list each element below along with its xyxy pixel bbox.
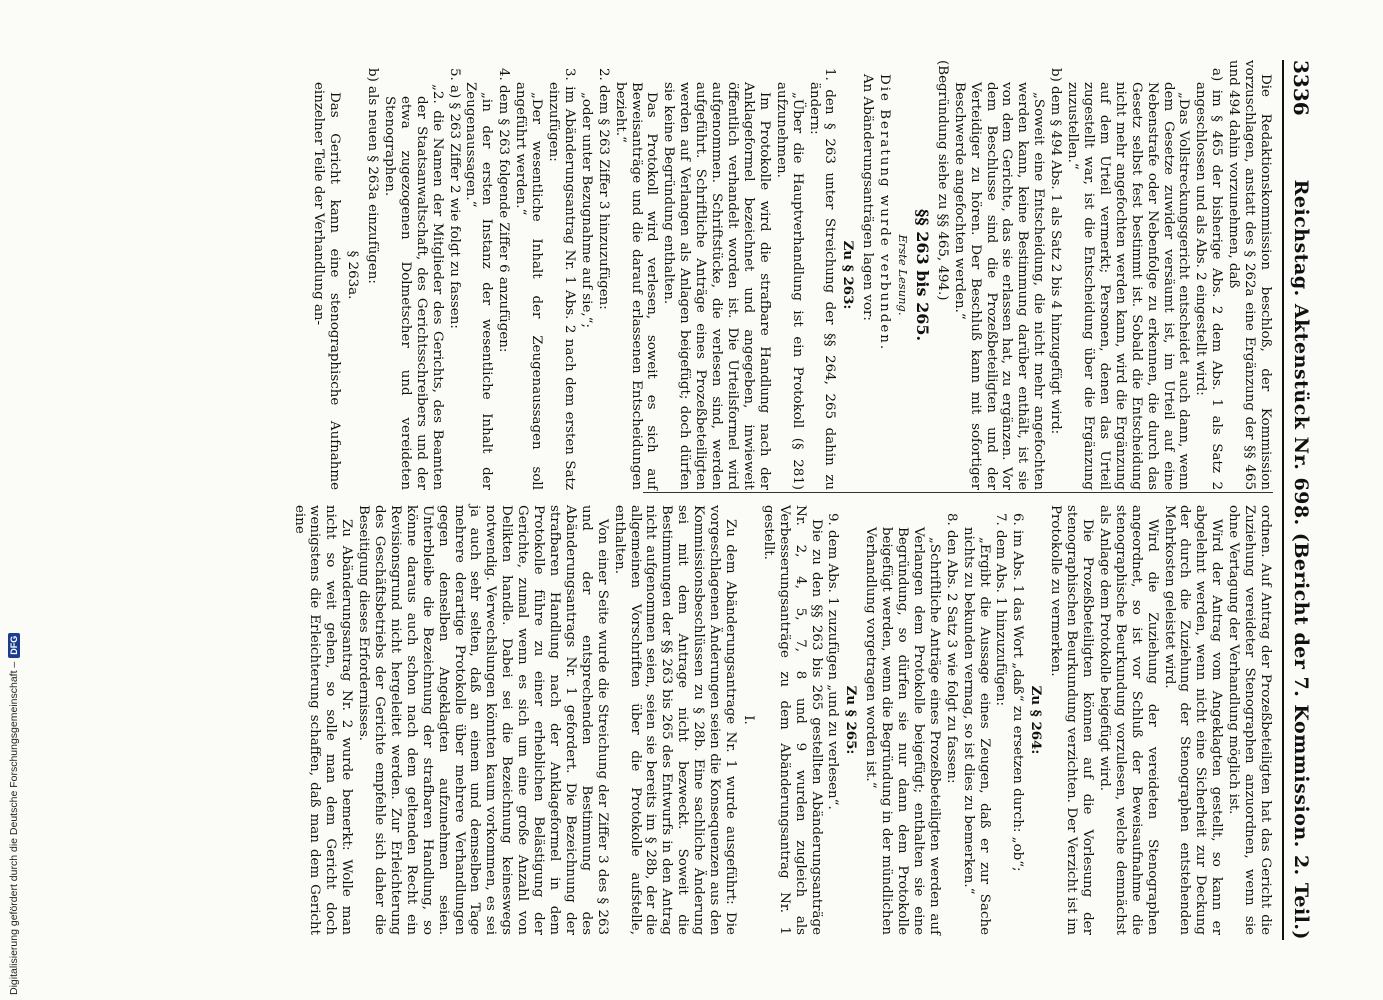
section-heading: I. [740, 715, 756, 725]
paragraph: Die Beratung wurde verbunden. [877, 74, 893, 352]
paragraph: „Das Vollstreckungsgericht entscheidet auch dann, wenn dem Gesetze zuwider versäumt ist, im Urteil auf eine Nebenstrafe oder Nebenfolge zu erkennen, die durch das Gesetz selbst fest bestimmt ist. Sobald die Entscheidung nicht mehr angefochten werden kann, wird die Ergänzung auf dem Urteil vermerkt; Personen, denen das Urteil zugestellt war, ist die Entscheidung über die Ergänzung zuzustellen.“ [1065, 82, 1192, 490]
dfg-logo: DFG [8, 633, 20, 658]
paragraph: 8. den Abs. 2 Satz 3 wie folgt zu fassen: [943, 513, 959, 784]
paragraph: Das Gericht kann eine stenographische Aufnahme einzelner Teile der Verhandlung an- [311, 82, 343, 490]
paragraph: „Ergibt die Aussage eines Zeugen, daß er zur Sache nichts zu bekunden vermag, so ist dies zu bemerken.“ [960, 527, 992, 935]
paragraph: Zu dem Abänderungsantrage Nr. 1 wurde ausgeführt: Die vorgeschlagenen Änderungen seien die Konsequenzen aus den Kommissionsbeschlüssen zu § 28b. Eine sachliche Änderung sei mit dem Antrage nicht bezweckt. Soweit die Bestimmungen der §§ 263 bis 265 des Entwurfs in den Antrag nicht aufgenommen seien, seien sie bereits im § 28b, der die allgemeinen Vorschriften über die Protokolle aufstelle, enthalten. [611, 505, 738, 935]
credit-text: Digitalisierung gefördert durch die Deutsche Forschungsgemeinschaft – [8, 661, 20, 995]
section-heading: Zu § 263: [840, 240, 857, 310]
paragraph: 4. dem § 263 folgende Ziffer 6 anzufügen: [496, 68, 512, 353]
paragraph: „in der ersten Instanz der wesentliche Inhalt der Zeugenaussagen.“ [463, 82, 495, 490]
right-column [290, 505, 1273, 935]
paragraph: 2. dem § 263 Ziffer 3 hinzuzufügen: [595, 68, 611, 310]
paragraph: Zu Abänderungsantrag Nr. 2 wurde bemerkt: Wolle man nicht so weit gehen, so solle man dem Gericht doch wenigstens die Erleichterung schaffen, daß man dem Gericht eine [291, 505, 355, 935]
paragraph: Die Prozeßbeteiligten können auf die Vorlesung der stenographischen Beurkundung verzichten. Der Verzicht ist im Protokolle zu vermerken. [1048, 505, 1096, 935]
paragraph: Im Protokolle wird die strafbare Handlung nach der Anklageformel bezeichnet und angegeben, inwieweit öffentlich verhandelt worden ist. Die Urteilsformel wird aufgenommen. Schriftstücke, die verlesen sind, werden aufgeführt. Schriftliche Anträge eines Prozeßbeteiligten werden auf Verlangen als Anlagen beigefügt; doch dürfen sie keine Begründung enthalten. [661, 82, 772, 490]
paragraph: „2. die Namen der Mitglieder des Gerichts, des Beamten der Staatsanwaltschaft, des Gerichtsschreibers und der etwa zugezogenen Dolmetscher und vereideten Stenographen. [381, 84, 445, 490]
section-heading: § 263a. [345, 250, 361, 300]
paragraph: b) als neuen § 263a einzufügen: [365, 68, 381, 284]
paragraph: b) dem § 494 Abs. 1 als Satz 2 bis 4 hinzugefügt wird: [1048, 68, 1064, 435]
paragraph: Das Protokoll wird verlesen, soweit es sich auf Beweisanträge und die darauf erlassenen Entscheidungen bezieht.“ [612, 82, 660, 490]
paragraph: 3. im Abänderungsantrag Nr. 1 Abs. 2 nach dem ersten Satz einzufügen: [546, 68, 577, 490]
paragraph: „oder unter Bezugnahme auf sie,“; [578, 92, 594, 329]
paragraph: Wird der Antrag vom Angeklagten gestellt, so kann er abgelehnt werden, wenn nicht eine Sicherheit zur Deckung der durch die Zuziehung der Stenographen entstehenden Mehrkosten geleistet wird. [1161, 505, 1225, 935]
paragraph: (Begründung siehe zu §§ 465, 494.) [934, 60, 950, 301]
paragraph: 5. a) § 263 Ziffer 2 wie folgt zu fassen: [446, 68, 462, 329]
paragraph: Wird die Zuziehung der vereideten Stenographen angeordnet, so ist vor Schluß der Beweisaufnahme die stenographische Beurkundung vorzulesen, welche demnächst als Anlage dem Protokolle beigefügt wird. [1096, 505, 1160, 935]
digitization-credit [6, 605, 22, 995]
paragraph: „Der wesentliche Inhalt der Zeugenaussagen soll angeführt werden.“ [513, 82, 545, 490]
running-title: Reichstag. Aktenstück Nr. 698. (Bericht der 7. Kommission. 2. Teil.) [1290, 179, 1312, 940]
section-heading: Zu § 264: [1028, 685, 1045, 755]
paragraph: Von einer Seite wurde die Streichung der Ziffer 3 des § 263 und der entsprechenden Bestimmung des Abänderungsantrags Nr. 1 gefordert. Die Bezeichnung der strafbaren Handlung nach der Anklageformel in dem Protokolle führe zu einer erheblichen Belästigung der Gerichte, zumal wenn es sich um eine große Anzahl von Delikten handle. Dabei sei die Bezeichnung keineswegs notwendig. Verwechslungen könnten kaum vorkommen, es sei ja auch sehr selten, daß an einem und demselben Tage mehrere derartige Protokolle über mehrere Verhandlungen gegen denselben Angeklagten aufzunehmen seien. Unterbleibe die Bezeichnung der strafbaren Handlung, so könne daraus auch schon nach dem geltenden Recht ein Revisionsgrund nicht hergeleitet werden. Zur Erleichterung des Geschäftsbetriebs der Gerichte empfehle sich daher die Beseitigung dieses Erfordernisses. [356, 505, 610, 935]
paragraph: 9. dem Abs. 1 zuzufügen „und zu verlesen“. [825, 513, 841, 810]
section-heading: Erste Lesung. [896, 234, 911, 316]
section-heading: §§ 263 bis 265. [912, 208, 932, 342]
paragraph: „Über die Hauptverhandlung ist ein Protokoll (§ 281) aufzunehmen. [773, 82, 805, 490]
left-column [309, 60, 1273, 490]
paragraph: Die Redaktionskommission beschloß, der Kommission vorzuschlagen, anstatt des § 262a eine Ergänzung der §§ 465 und 494 dahin vorzunehmen, daß [1226, 60, 1273, 490]
paragraph: „Soweit eine Entscheidung, die nicht mehr angefochten werden kann, keine Bestimmung darüber enthält, ist sie von dem Gerichte, das sie erlassen hat, zu ergänzen. Vor dem Beschlusse sind die Prozeßbeteiligten und der Verteidiger zu hören. Der Beschluß kann mit sofortiger Beschwerde angefochten werden.“ [951, 82, 1047, 490]
paragraph: 7. dem Abs. 1 hinzuzufügen: [993, 513, 1009, 706]
paragraph: ordnen. Auf Antrag der Prozeßbeteiligten hat das Gericht die Zuziehung vereideter Stenographen anzuordnen, wenn sie ohne Vertagung der Verhandlung möglich ist. [1226, 505, 1273, 935]
section-heading: Zu § 265: [843, 685, 860, 755]
column-divider [643, 492, 1273, 493]
page-number: 3336 [1289, 60, 1313, 116]
paragraph: An Abänderungsanträgen lagen vor: [860, 74, 876, 321]
paragraph: „Schriftliche Anträge eines Prozeßbeteiligten werden auf Verlangen dem Protokolle beigefügt; enthalten sie eine Begründung, so dürfen sie nur dann dem Protokolle beigefügt werden, wenn die Begründung in der mündlichen Verhandlung vorgetragen worden ist.“ [863, 527, 942, 935]
paragraph: 6. im Abs. 1 das Wort „daß“ zu ersetzen durch: „ob“; [1010, 513, 1026, 872]
paragraph: a) im § 465 der bisherige Abs. 2 dem Abs. 1 als Satz 2 angeschlossen und als Abs. 2 eingestellt wird: [1193, 68, 1225, 490]
paragraph: 1. den § 263 unter Streichung der §§ 264, 265 dahin zu ändern: [806, 68, 838, 490]
page-header [1282, 60, 1318, 940]
paragraph: Die zu den §§ 263 bis 265 gestellten Abänderungsanträge Nr. 2, 4, 5, 7, 8 und 9 wurden zugleich als Verbesserungsanträge zu dem Abänderungsantrag Nr. 1 gestellt. [760, 505, 824, 935]
